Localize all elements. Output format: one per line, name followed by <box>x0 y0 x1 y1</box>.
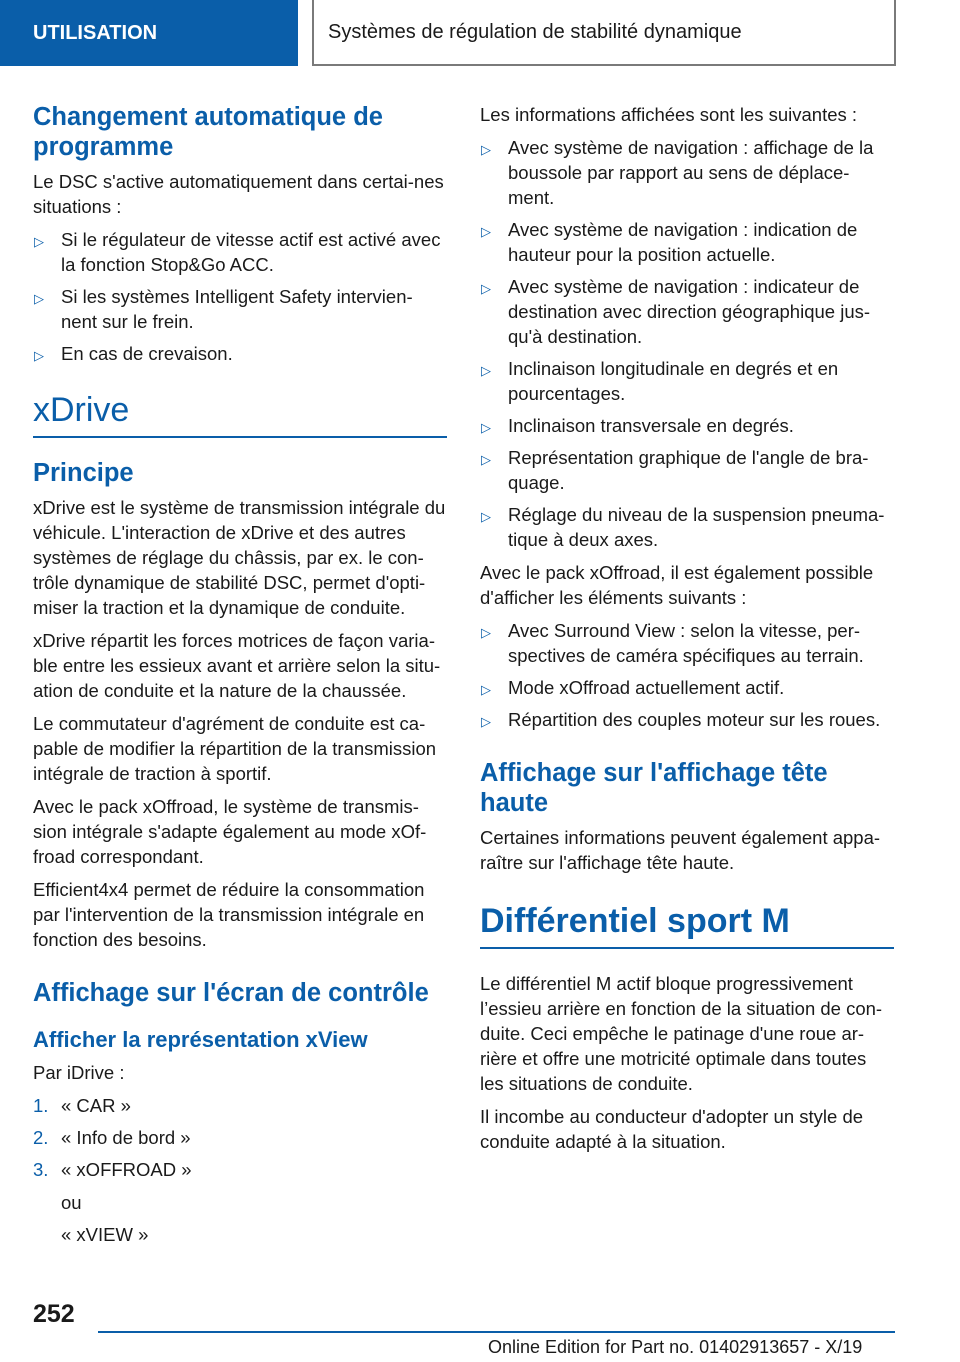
footer-divider <box>98 1331 895 1333</box>
xdrive-paragraph: Efficient4x4 permet de réduire la consommation par l'intervention de la transmission intégrale en fonction des besoins. <box>33 879 425 950</box>
list-item: ▷ Avec système de navigation : indicateur de destination avec direction géographique jus-qu'à destination. <box>481 276 871 347</box>
chapter-title-box <box>312 0 896 66</box>
xdrive-paragraph: Le commutateur d'agrément de conduite est ca-pable de modifier la répartition de la transmission intégrale de traction à sportif. <box>33 713 437 784</box>
diff-heading: Différentiel sport M <box>480 901 894 949</box>
hud-heading: Affichage sur l'affichage tête haute <box>480 759 828 817</box>
display-heading: Affichage sur l'écran de contrôle <box>33 979 429 1007</box>
auto-change-heading: Changement automatique de programme <box>33 103 383 161</box>
section-tab <box>0 0 298 66</box>
xdrive-paragraph: xDrive répartit les forces motrices de façon varia-ble entre les essieux avant et arrière selon la situ-ation de conduite et la nature de la chaussée. <box>33 630 441 701</box>
triangle-bullet-icon: ▷ <box>481 224 491 239</box>
triangle-bullet-icon: ▷ <box>481 281 491 296</box>
left-column <box>33 102 447 1254</box>
triangle-bullet-icon: ▷ <box>481 363 491 378</box>
idrive-steps <box>33 1093 447 1182</box>
xdrive-heading: xDrive <box>33 390 447 438</box>
triangle-bullet-icon: ▷ <box>481 682 491 697</box>
list-item: ▷ Avec système de navigation : affichage de la boussole par rapport au sens de déplace-ment. <box>481 137 874 208</box>
edition-text: Online Edition for Part no. 01402913657 - X/19 <box>488 1337 863 1357</box>
xoffroad-list <box>480 618 894 732</box>
chapter-title: Systèmes de régulation de stabilité dynamique <box>328 20 742 43</box>
display-info-list <box>480 135 894 552</box>
auto-change-intro: Le DSC s'active automatiquement dans certai-nes situations : <box>33 171 444 217</box>
alt-step-text: « xVIEW » <box>61 1224 149 1245</box>
list-item: ▷ Répartition des couples moteur sur les roues. <box>480 707 894 732</box>
triangle-bullet-icon: ▷ <box>34 234 44 249</box>
list-item: ▷ Représentation graphique de l'angle de bra-quage. <box>481 447 869 493</box>
diff-paragraph: Il incombe au conducteur d'adopter un style de conduite adapté à la situation. <box>480 1106 864 1152</box>
page-number: 252 <box>33 1300 75 1328</box>
triangle-bullet-icon: ▷ <box>481 714 491 729</box>
triangle-bullet-icon: ▷ <box>481 625 491 640</box>
or-text: ou <box>61 1192 82 1213</box>
list-item: ▷ Inclinaison longitudinale en degrés et en pourcentages. <box>481 358 839 404</box>
xview-subheading: Afficher la représentation xView <box>33 1027 368 1052</box>
idrive-intro: Par iDrive : <box>33 1062 125 1083</box>
diff-paragraph: Le différentiel M actif bloque progressivement l’essieu arrière en fonction de la situation de con-duite. Ceci empêche le patinage d'une roue ar-rière et offre une motricité optimale dans toutes les situations de conduite. <box>480 973 883 1094</box>
list-item: ▷ Inclinaison transversale en degrés. <box>480 413 894 438</box>
step-item: 2. « Info de bord » <box>33 1127 191 1148</box>
right-column <box>480 102 894 1162</box>
triangle-bullet-icon: ▷ <box>481 509 491 524</box>
xoffroad-intro: Avec le pack xOffroad, il est également possible d'afficher les éléments suivants : <box>480 562 874 608</box>
list-item: ▷ Avec système de navigation : indication de hauteur pour la position actuelle. <box>481 219 858 265</box>
triangle-bullet-icon: ▷ <box>481 420 491 435</box>
triangle-bullet-icon: ▷ <box>34 291 44 306</box>
list-item: ▷ Réglage du niveau de la suspension pneuma-tique à deux axes. <box>481 504 885 550</box>
auto-change-list <box>33 227 447 366</box>
section-label: UTILISATION <box>33 21 158 44</box>
list-item: ▷ Avec Surround View : selon la vitesse, per-spectives de caméra spécifiques au terrain. <box>481 620 864 666</box>
triangle-bullet-icon: ▷ <box>34 348 44 363</box>
xdrive-paragraph: Avec le pack xOffroad, le système de transmis-sion intégrale s'adapte également au mode xOf-froad correspondant. <box>33 796 427 867</box>
step-item: 3. « xOFFROAD » <box>33 1159 192 1180</box>
list-item: ▷ Mode xOffroad actuellement actif. <box>480 675 894 700</box>
xdrive-paragraph: xDrive est le système de transmission intégrale du véhicule. L'interaction de xDrive et des autres systèmes de réglage du châssis, par ex. le con-trôle dynamique de stabilité DSC, permet d'opti-miser la traction et la dynamique de conduite. <box>33 497 446 618</box>
triangle-bullet-icon: ▷ <box>481 142 491 157</box>
list-item: ▷ Si les systèmes Intelligent Safety intervien-nent sur le frein. <box>34 286 413 332</box>
list-item: ▷ Si le régulateur de vitesse actif est activé avec la fonction Stop&Go ACC. <box>34 229 441 275</box>
principle-heading: Principe <box>33 459 134 487</box>
display-info-intro: Les informations affichées sont les suivantes : <box>480 104 858 125</box>
list-item: ▷ En cas de crevaison. <box>33 341 447 366</box>
triangle-bullet-icon: ▷ <box>481 452 491 467</box>
step-item: 1. « CAR » <box>33 1095 131 1116</box>
hud-text: Certaines informations peuvent également appa-raître sur l'affichage tête haute. <box>480 827 881 873</box>
